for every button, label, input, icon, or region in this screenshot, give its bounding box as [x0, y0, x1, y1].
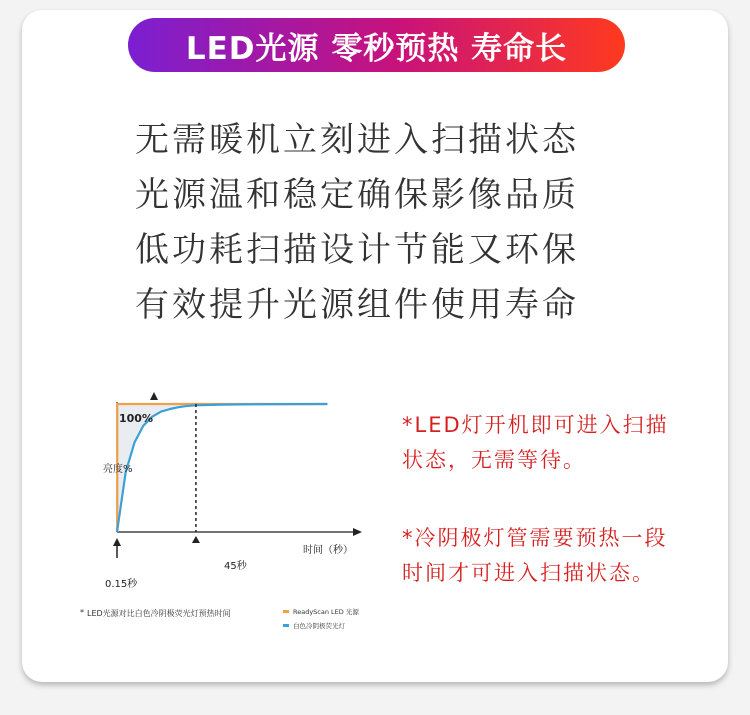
headline-banner [128, 18, 625, 72]
feature-line: 有效提升光源组件使用寿命 [135, 285, 579, 325]
note-led-line2: 状态，无需等待。 [402, 448, 586, 472]
legend-ccfl: 白色冷阴极荧光灯 [293, 622, 345, 630]
mid-time-arrow [192, 536, 200, 543]
legend-led: ReadyScan LED 光源 [293, 608, 359, 616]
note-gap [402, 478, 702, 521]
notes-panel [402, 408, 702, 591]
note-led-line1: *LED灯开机即可进入扫描 [402, 413, 669, 437]
headline-text: LED光源 零秒预热 寿命长 [185, 30, 568, 67]
note-ccfl-line1: *冷阴极灯管需要预热一段 [402, 526, 668, 550]
mid-label: 45秒 [224, 561, 247, 572]
legend-swatch-led [283, 610, 289, 613]
start-arrow [113, 538, 121, 546]
chart-svg [80, 380, 400, 640]
top-label: 100% [119, 412, 153, 425]
y-axis-arrow [150, 392, 158, 400]
x-axis-arrow [353, 528, 362, 536]
warmup-chart [80, 380, 400, 640]
legend-swatch-ccfl [283, 624, 289, 627]
chart-caption: LED光源对比白色冷阴极荧光灯预热时间 [87, 609, 231, 618]
start-label: 0.15秒 [105, 579, 138, 590]
feature-line: 低功耗扫描设计节能又环保 [135, 230, 579, 270]
y-axis-label: 亮度% [103, 464, 133, 475]
chart-caption-marker: * [80, 608, 84, 617]
feature-list [135, 113, 625, 333]
note-ccfl-line2: 时间才可进入扫描状态。 [402, 561, 655, 585]
feature-line: 光源温和稳定确保影像品质 [135, 175, 579, 215]
feature-line: 无需暖机立刻进入扫描状态 [135, 120, 579, 160]
x-axis-label: 时间（秒） [303, 545, 353, 556]
